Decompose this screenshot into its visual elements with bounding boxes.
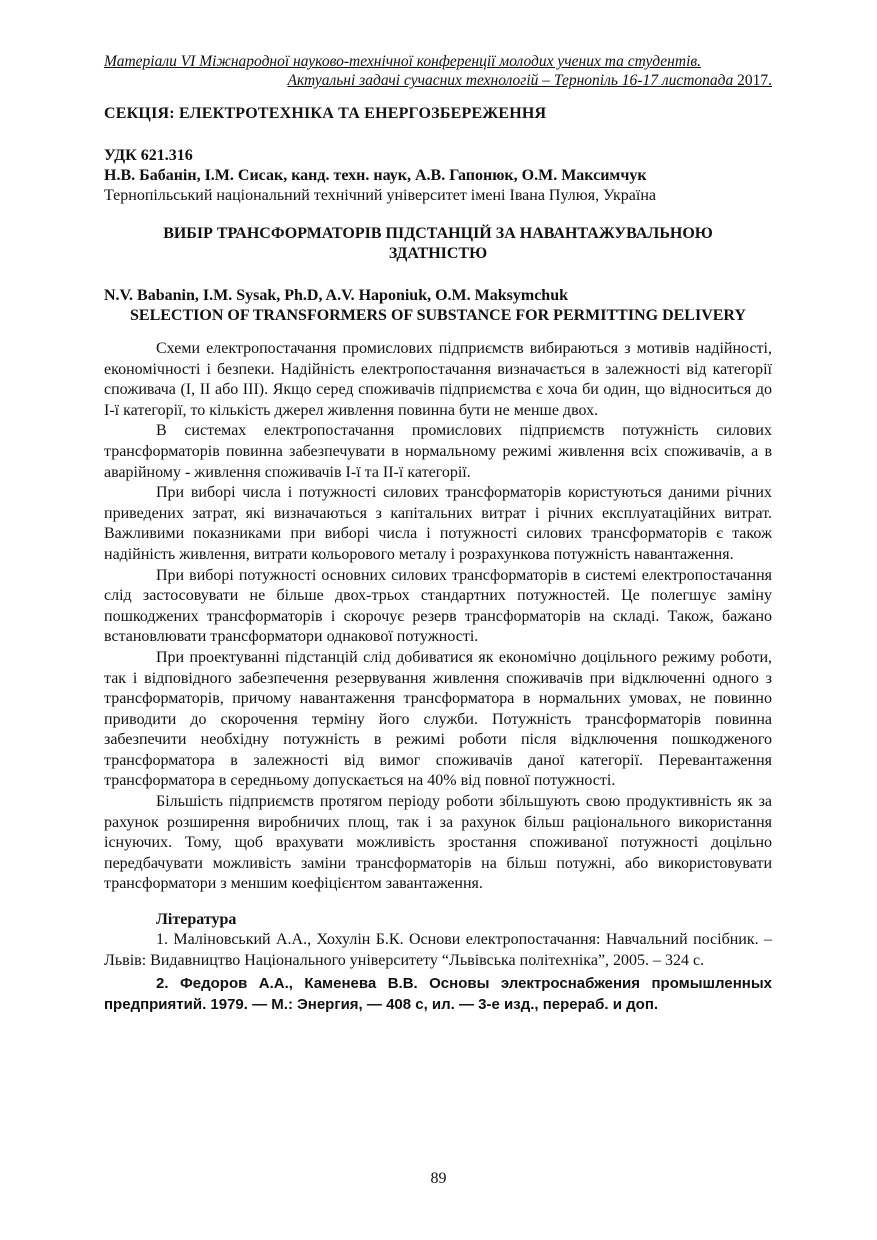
paragraph: Більшість підприємств протягом періоду роботи збільшують свою продуктивність як за рахунок розширення виробничих площ, так і за рахунок більш раціонального використання існуючих. Тому, щоб врахувати можливість зростання споживаної потужності доцільно передбачувати можливість заміни трансформаторів на більш потужні, або використовувати трансформатори з меншим коефіцієнтом завантаження. [104,793,772,893]
page-number: 89 [430,1170,447,1187]
authors-ukrainian: Н.В. Бабанін, І.М. Сисак, канд. техн. наук, А.В. Гапонюк, О.М. Максимчук [104,167,647,184]
paragraph: В системах електропостачання промислових підприємств потужність силових трансформаторів повинна забезпечувати в нормальному режимі живлення всіх споживачів, а в аварійному - живлення споживачів І-ї та ІІ-ї категорії. [104,422,772,481]
literature-heading: Література [156,911,237,929]
running-header-line2 [104,71,772,90]
paragraph: При виборі числа і потужності силових трансформаторів користуються даними річних приведених затрат, які визначаються з капітальних витрат і річних експлуатаційних витрат. Важливими показниками при виборі числа і потужності силових трансформаторів є також надійність живлення, витрати кольорового металу і розрахункова потужність навантаження. [104,484,772,563]
paper-title-ukrainian: ВИБІР ТРАНСФОРМАТОРІВ ПІДСТАНЦІЙ ЗА НАВАНТАЖУВАЛЬНОЮ ЗДАТНІСТЮ [163,225,713,262]
affiliation: Тернопільський національний технічний університет імені Івана Пулюя, Україна [104,187,656,204]
article-body [104,339,772,895]
section-title: СЕКЦІЯ: ЕЛЕКТРОТЕХНІКА ТА ЕНЕРГОЗБЕРЕЖЕННЯ [104,105,547,122]
paragraph: При виборі потужності основних силових трансформаторів в системі електропостачання слід застосовувати не більше двох-трьох стандартних потужностей. Це полегшує заміну пошкоджених трансформаторів і скорочує резерв трансформаторів на складі. Також, бажано встановлювати трансформатори однакової потужності. [104,566,772,646]
running-header-line1: Матеріали VI Міжнародної науково-технічної конференції молодих учених та студентів. [104,53,701,70]
reference-item: 2. Федоров А.А., Каменева В.В. Основы электроснабжения промышленных предприятий. 1979. — М.: Энергия, — 408 с, ил. — 3-е изд., перераб. и доп. [104,975,772,1014]
authors-english: N.V. Babanin, I.M. Sysak, Ph.D, A.V. Haponiuk, O.M. Maksymchuk [104,287,568,304]
reference-item: 1. Маліновський А.А., Хохулін Б.К. Основи електропостачання: Навчальний посібник. – Львів: Видавництво Національного університету “Львівська політехніка”, 2005. – 324 с. [104,931,772,969]
paper-title-english: SELECTION OF TRANSFORMERS OF SUBSTANCE FOR PERMITTING DELIVERY [130,307,746,324]
running-header-year: 2017. [737,72,772,89]
paragraph: При проектуванні підстанцій слід добиватися як економічно доцільного режиму роботи, так і відповідного забезпечення резервування живлення споживачів при відключенні одного з трансформаторів, причому навантаження трансформатора в нормальних умовах, не повинно приводити до скорочення терміну його служби. Потужність трансформаторів повинна забезпечити необхідну потужність в режимі роботи після відключення пошкодженого трансформатора в залежності від вимог споживачів даної категорії. Перевантаження трансформатора в середньому допускається на 40% від повної потужності. [104,648,772,790]
page [104,52,772,1015]
paragraph: Схеми електропостачання промислових підприємств вибираються з мотивів надійності, економічності і безпеки. Надійність електропостачання визначається в залежності від категорії споживача (І, ІІ або ІІІ). Якщо серед споживачів підприємства є хоча би один, що відноситься до І-ї категорії, то кількість джерел живлення повинна бути не менше двох. [104,340,772,419]
running-header-text: Актуальні задачі сучасних технологій – Тернопіль 16-17 листопада [287,72,734,89]
udk-code: УДК 621.316 [104,147,193,164]
